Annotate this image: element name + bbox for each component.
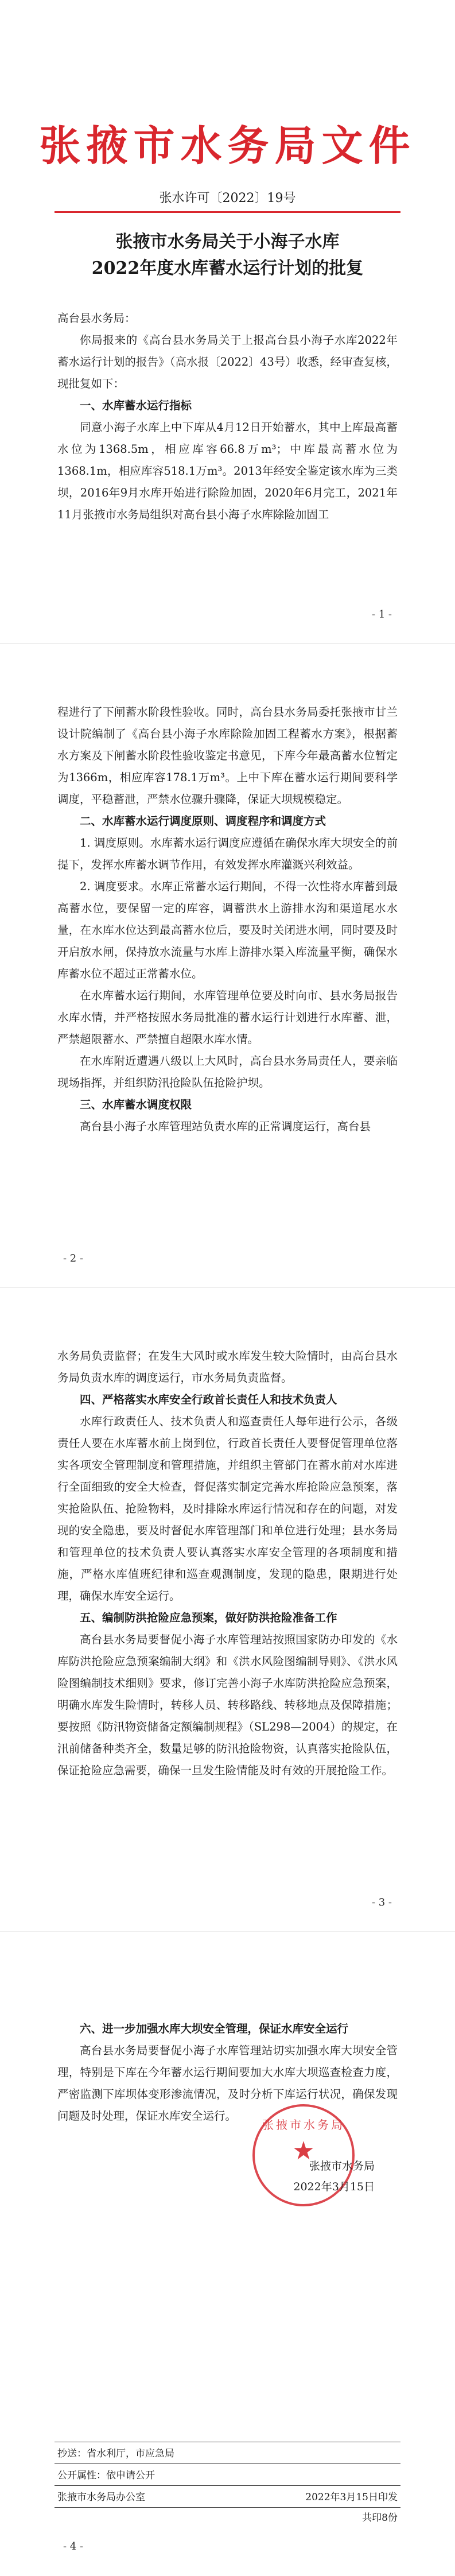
- page-2: [0, 644, 455, 1288]
- page-number: - 2 -: [63, 1252, 84, 1264]
- page3-body: [57, 1345, 398, 1782]
- public-label: 公开属性：: [57, 2470, 106, 2481]
- footer-issuer-row: [57, 2489, 398, 2506]
- section-heading-3: 三、水库蓄水调度权限: [80, 1098, 192, 1111]
- document-title-line1: 张掖市水务局关于小海子水库: [115, 232, 340, 252]
- footer-rule: [55, 2507, 400, 2508]
- signer-org: 张掖市水务局: [309, 2160, 375, 2172]
- section-heading-5: 五、编制防洪抢险应急预案，做好防洪抢险准备工作: [80, 1611, 337, 1624]
- page-number: - 1 -: [371, 608, 392, 620]
- seal-text: 张掖市水务局: [262, 2118, 345, 2132]
- paragraph: 在水库蓄水运行期间，水库管理单位要及时向市、县水务局报告水库水情，并严格按照水务局批准的蓄水运行计划进行水库蓄、泄，严禁超限蓄水、严禁擅自超限水库水情。: [57, 989, 398, 1046]
- issuer: 张掖市水务局办公室: [57, 2492, 145, 2503]
- section-heading-6: 六、进一步加强水库大坝安全管理，保证水库安全运行: [80, 2022, 349, 2035]
- paragraph: 程进行了下闸蓄水阶段性验收。同时，高台县水务局委托张掖市甘兰设计院编制了《高台县小海子水库除险加固工程蓄水方案》，根据蓄水方案及下闸蓄水阶段性验收鉴定书意见，下库今年最高蓄水位暂定为1366m，相应库容178.1万m³。上中下库在蓄水运行期间要科学调度，平稳蓄泄，严禁水位骤升骤降，保证大坝规模稳定。: [57, 705, 398, 806]
- paragraph: 高台县水务局要督促小海子水库管理站按照国家防办印发的《水库防洪抢险应急预案编制大纲》和《洪水风险图编制导则》、《洪水风险图编制技术细则》要求，修订完善小海子水库防洪抢险应急预案，明确水库发生险情时，转移人员、转移路线、转移地点及保障措施；要按照《防汛物资储备定额编制规程》（SL298—2004）的规定，在汛前储备种类齐全，数量足够的防汛抢险物资，认真落实抢险队伍，保证抢险应急需要，确保一旦发生险情能及时有效的开展抢险工作。: [57, 1633, 398, 1777]
- footer-public-row: [57, 2467, 398, 2484]
- section-heading-1: 一、水库蓄水运行指标: [80, 399, 192, 412]
- page-3: [0, 1288, 455, 1932]
- page2-body: [57, 701, 398, 1138]
- paragraph: 水库行政责任人、技术负责人和巡查责任人每年进行公示，各级责任人要在水库蓄水前上岗到位，行政首长责任人要督促管理单位落实各项安全管理制度和管理措施，并组织主管部门在蓄水前对水库进行全面细致的安全大检查，督促落实制定完善水库抢险应急预案，落实抢险队伍、抢险物料，及时排除水库运行情况和存在的问题，对发现的安全隐患，要及时督促水库管理部门和单位进行处理；县水务局和管理单位的技术负责人要认真落实水库安全管理的各项制度和措施，严格水库值班纪律和巡查观测制度，发现的隐患，限期进行处理，确保水库安全运行。: [57, 1415, 398, 1603]
- paragraph: 水务局负责监督；在发生大风时或水库发生较大险情时，由高台县水务局负责水库的调度运行，市水务局负责监督。: [57, 1349, 398, 1384]
- footer-cc-row: [57, 2445, 398, 2462]
- signature-block: [293, 2156, 375, 2197]
- page-number: - 4 -: [63, 2540, 84, 2552]
- public-value: 依申请公开: [106, 2470, 155, 2481]
- paragraph: 2. 调度要求。水库正常蓄水运行期间，不得一次性将水库蓄到最高蓄水位，要保留一定的库容，调蓄洪水上游排水沟和渠道尾水水量，在水库水位达到最高蓄水位后，要及时关闭进水闸，同时要及时开启放水闸，保持放水流量与水库上游排水渠入库流量平衡，确保水库蓄水位不超过正常蓄水位。: [57, 880, 398, 980]
- page-1: [0, 0, 455, 644]
- salutation: 高台县水务局：: [57, 312, 136, 325]
- red-divider: [55, 211, 400, 213]
- page-number: - 3 -: [371, 1896, 392, 1908]
- paragraph: 在水库附近遭遇八级以上大风时，高台县水务局责任人，要亲临现场指挥，并组织防汛抢险队伍抢险护坝。: [57, 1054, 398, 1089]
- page1-body: [57, 308, 398, 526]
- section-heading-4: 四、严格落实水库安全行政首长责任人和技术负责人: [80, 1393, 337, 1406]
- paragraph: 高台县小海子水库管理站负责水库的正常调度运行，高台县: [80, 1120, 371, 1133]
- signer-date: 2022年3月15日: [293, 2181, 375, 2193]
- paragraph: 同意小海子水库上中下库从4月12日开始蓄水，其中上库最高蓄水位为1368.5m，相应库容66.8万m³；中库最高蓄水位为1368.1m，相应库容518.1万m³。2013年经安全鉴定该水库为三类坝，2016年9月水库开始进行除险加固，2020年6月完工，2021年11月张掖市水务局组织对高台县小海子水库除险加固工: [57, 421, 398, 521]
- seal-star-icon: ★: [292, 2136, 315, 2166]
- page-4: [0, 1932, 455, 2576]
- copies-count: 共印8份: [362, 2512, 398, 2524]
- org-header-title: 张掖市水务局文件: [39, 122, 416, 170]
- cc-label: 抄送：: [57, 2448, 87, 2459]
- section-heading-2: 二、水库蓄水运行调度原则、调度程序和调度方式: [80, 814, 326, 828]
- paragraph: 1. 调度原则。水库蓄水运行调度应遵循在确保水库大坝安全的前提下，发挥水库蓄水调节作用，有效发挥水库灌溉兴利效益。: [57, 836, 398, 871]
- cc-value: 省水利厅，市应急局: [87, 2448, 174, 2459]
- intro-paragraph: 你局报来的《高台县水务局关于上报高台县小海子水库2022年蓄水运行计划的报告》（高水报〔2022〕43号）收悉，经审查复核，现批复如下：: [57, 333, 398, 390]
- document-title-line2: 2022年度水库蓄水运行计划的批复: [91, 258, 364, 278]
- page4-body: [57, 2018, 398, 2127]
- document-number: 张水许可〔2022〕19号: [159, 191, 296, 205]
- paragraph: 高台县水务局要督促小海子水库管理站切实加强水库大坝安全管理，特别是下库在今年蓄水运行期间要加大水库大坝巡查检查力度，严密监测下库坝体变形渗流情况，及时分析下库运行状况，确保发现问题及时处理，保证水库安全运行。: [57, 2044, 398, 2123]
- issue-date: 2022年3月15日印发: [305, 2492, 398, 2503]
- footer-rule: [55, 2485, 400, 2486]
